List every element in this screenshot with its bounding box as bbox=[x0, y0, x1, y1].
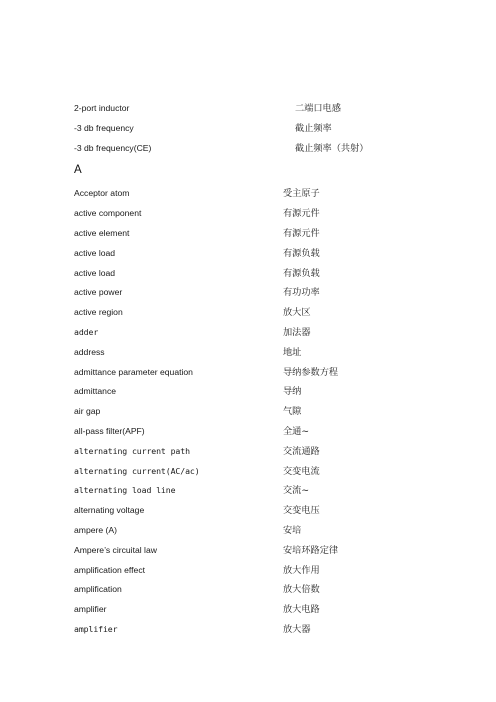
glossary-row bbox=[74, 184, 414, 204]
glossary-term: Acceptor atom bbox=[74, 188, 130, 199]
glossary-term: amplification effect bbox=[74, 564, 146, 575]
glossary-term: -3 db frequency bbox=[74, 122, 134, 133]
glossary-term: alternating load line bbox=[74, 485, 176, 496]
glossary-term: amplification bbox=[74, 584, 122, 595]
glossary-row bbox=[74, 323, 414, 343]
glossary-row bbox=[74, 600, 414, 620]
glossary-translation: 有源负载 bbox=[283, 247, 320, 259]
glossary-translation: 截止频率 bbox=[295, 122, 332, 134]
glossary-term: active element bbox=[74, 227, 130, 238]
glossary-translation: 全通~ bbox=[283, 425, 310, 437]
glossary-term: alternating current path bbox=[74, 445, 190, 456]
glossary-row bbox=[74, 442, 414, 462]
glossary-translation: 截止频率（共射） bbox=[295, 142, 369, 154]
glossary-translation: 放大器 bbox=[283, 623, 311, 635]
glossary-translation: 安培 bbox=[283, 524, 302, 536]
glossary-term: admittance bbox=[74, 386, 117, 397]
glossary-term: amplifier bbox=[74, 623, 118, 634]
glossary-translation: 导纳参数方程 bbox=[283, 366, 339, 378]
glossary-translation: 放大电路 bbox=[283, 604, 320, 616]
glossary-translation: 放大区 bbox=[283, 307, 311, 319]
glossary-term: air gap bbox=[74, 406, 101, 417]
glossary-term: ampere (A) bbox=[74, 524, 117, 535]
glossary-term: alternating current(AC/ac) bbox=[74, 465, 200, 476]
glossary-term: -3 db frequency(CE) bbox=[74, 142, 152, 153]
glossary-row bbox=[74, 422, 414, 442]
glossary-translation: 安培环路定律 bbox=[283, 544, 339, 556]
glossary-row bbox=[74, 303, 414, 323]
glossary-row bbox=[74, 481, 414, 501]
glossary-row bbox=[74, 139, 414, 159]
glossary-term: active region bbox=[74, 307, 123, 318]
glossary-term: active power bbox=[74, 287, 123, 298]
glossary-translation: 有源元件 bbox=[283, 227, 320, 239]
glossary-row bbox=[74, 283, 414, 303]
glossary-translation: 交变电压 bbox=[283, 505, 320, 517]
glossary-translation: 放大倍数 bbox=[283, 584, 320, 596]
glossary-term: Ampere’s circuital law bbox=[74, 544, 157, 555]
glossary-row bbox=[74, 541, 414, 561]
glossary-term: admittance parameter equation bbox=[74, 366, 193, 377]
glossary-row bbox=[74, 99, 414, 119]
glossary-translation: 交流通路 bbox=[283, 445, 320, 457]
glossary-row bbox=[74, 204, 414, 224]
glossary-term: alternating voltage bbox=[74, 505, 145, 516]
glossary-translation: 导纳 bbox=[283, 386, 302, 398]
glossary-row bbox=[74, 462, 414, 482]
glossary-row bbox=[74, 224, 414, 244]
glossary-row bbox=[74, 620, 414, 640]
glossary-translation: 气隙 bbox=[283, 406, 302, 418]
glossary-translation: 二端口电感 bbox=[295, 103, 341, 114]
glossary-row bbox=[74, 561, 414, 581]
glossary-list bbox=[74, 99, 414, 640]
section-heading-a: A bbox=[74, 164, 82, 177]
glossary-row bbox=[74, 363, 414, 383]
glossary-row bbox=[74, 580, 414, 600]
glossary-term: all-pass filter(APF) bbox=[74, 425, 145, 436]
glossary-row bbox=[74, 343, 414, 363]
glossary-translation: 交变电流 bbox=[283, 465, 320, 477]
glossary-term: adder bbox=[74, 326, 99, 337]
glossary-row bbox=[74, 402, 414, 422]
glossary-term: active load bbox=[74, 267, 116, 278]
glossary-translation: 交流~ bbox=[283, 485, 310, 497]
glossary-term: active component bbox=[74, 208, 142, 219]
glossary-term: active load bbox=[74, 247, 116, 258]
glossary-translation: 受主原子 bbox=[283, 188, 320, 200]
glossary-row bbox=[74, 264, 414, 284]
glossary-translation: 放大作用 bbox=[283, 564, 320, 576]
glossary-term: 2-port inductor bbox=[74, 103, 130, 113]
glossary-row bbox=[74, 119, 414, 139]
glossary-row bbox=[74, 244, 414, 264]
glossary-translation: 有源负载 bbox=[283, 267, 320, 279]
glossary-translation: 地址 bbox=[283, 346, 302, 358]
glossary-term: amplifier bbox=[74, 604, 107, 615]
glossary-translation: 有源元件 bbox=[283, 208, 320, 220]
glossary-translation: 有功功率 bbox=[283, 287, 320, 299]
glossary-translation: 加法器 bbox=[283, 326, 311, 338]
glossary-row bbox=[74, 382, 414, 402]
glossary-row bbox=[74, 521, 414, 541]
glossary-term: address bbox=[74, 346, 105, 357]
glossary-row bbox=[74, 501, 414, 521]
